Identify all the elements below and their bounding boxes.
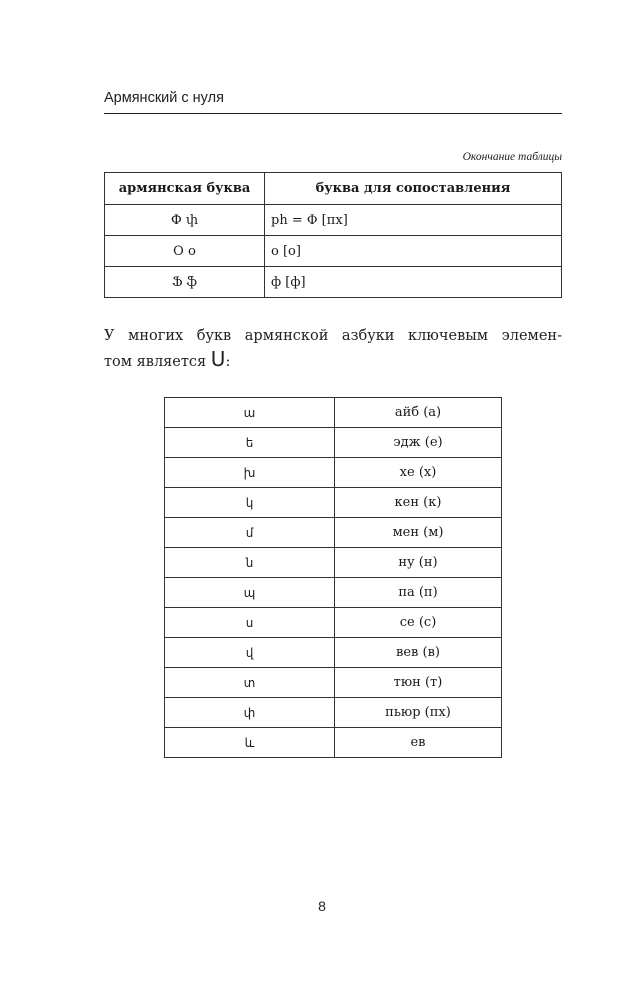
letter-name-cell: ну (н) [335,548,502,578]
letter-name-cell: ев [335,728,502,758]
comparison-cell: ph = Φ [пх] [265,205,562,236]
table-row [105,205,562,236]
body-paragraph [104,325,562,374]
column-header-comparison-letter: буква для сопоставления [265,173,562,205]
header-divider [104,113,562,114]
table-row [165,578,502,608]
armenian-letter-cell: Օ օ [105,236,265,267]
letter-name-cell: эдж (е) [335,428,502,458]
armenian-letter-cell: խ [165,458,335,488]
armenian-letter-cell: ն [165,548,335,578]
table-row [165,458,502,488]
armenian-letter-cell: փ [165,698,335,728]
running-head-title: Армянский с нуля [104,90,224,106]
letter-name-cell: кен (к) [335,488,502,518]
letter-name-cell: се (с) [335,608,502,638]
armenian-letter-cell: կ [165,488,335,518]
armenian-letter-cell: պ [165,578,335,608]
letter-name-cell: хе (х) [335,458,502,488]
letter-name-cell: тюн (т) [335,668,502,698]
table-row [165,398,502,428]
letter-name-cell: па (п) [335,578,502,608]
table-row [165,608,502,638]
armenian-letter-cell: Փ փ [105,205,265,236]
table-row [165,638,502,668]
table-caption: Окончание таблицы [462,151,562,163]
page-number: 8 [318,898,326,914]
table-row [165,518,502,548]
letter-name-cell: пьюр (пх) [335,698,502,728]
armenian-letter-cell: վ [165,638,335,668]
comparison-cell: o [o] [265,236,562,267]
paragraph-line-1: У многих букв армянской азбуки ключевым элемен- [104,328,562,344]
armenian-letter-cell: մ [165,518,335,548]
armenian-letter-cell: Ֆ ֆ [105,267,265,298]
paragraph-line-2-end: : [225,354,231,370]
letter-names-table [164,397,502,758]
table-header-row [105,173,562,205]
table-row [105,236,562,267]
armenian-letter-cell: և [165,728,335,758]
letter-name-cell: мен (м) [335,518,502,548]
table-row [165,488,502,518]
table-row [165,548,502,578]
key-letter: Ս [210,347,226,371]
paragraph-line-2: том является [104,354,211,370]
table-row [165,728,502,758]
letter-name-cell: вев (в) [335,638,502,668]
armenian-letter-cell: ա [165,398,335,428]
column-header-armenian-letter: армянская буква [105,173,265,205]
armenian-letter-cell: տ [165,668,335,698]
comparison-cell: ф [ф] [265,267,562,298]
armenian-letter-cell: ս [165,608,335,638]
letter-comparison-table [104,172,562,298]
table-row [165,428,502,458]
table-row [165,698,502,728]
letter-name-cell: айб (а) [335,398,502,428]
table-row [165,668,502,698]
armenian-letter-cell: ե [165,428,335,458]
table-row [105,267,562,298]
